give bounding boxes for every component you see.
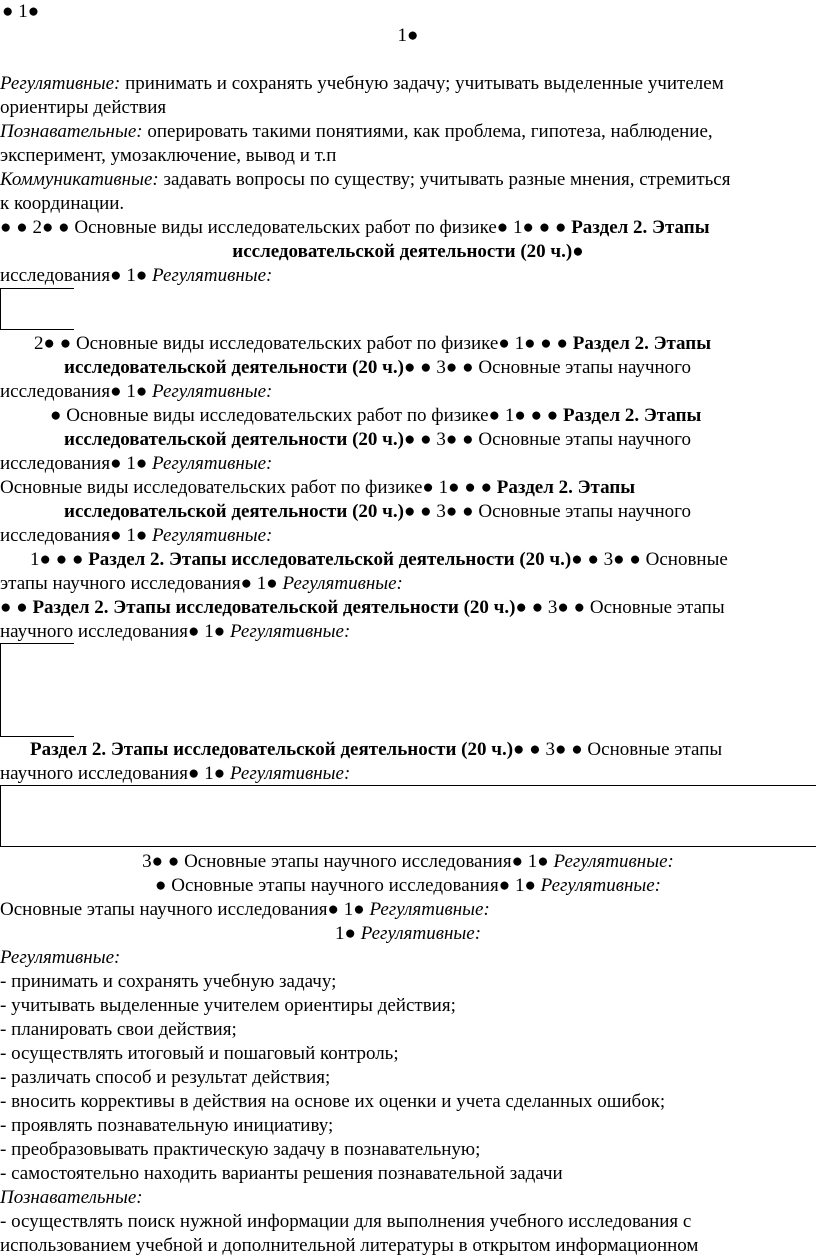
text-segment: ориентиры действия xyxy=(0,97,167,118)
section-heading: Раздел 2. Этапы xyxy=(496,477,636,498)
text-line xyxy=(64,428,816,452)
text-segment: ● ● 3● ● Основные этапы научного xyxy=(403,429,692,450)
text-segment: эксперимент, умозаключение, вывод и т.п xyxy=(0,145,337,166)
text-line xyxy=(50,404,816,428)
section-label: Регулятивные: xyxy=(369,899,490,920)
section-label: Регулятивные: xyxy=(540,875,661,896)
text-segment: ● 1● xyxy=(2,1,40,22)
section-label: Регулятивные: xyxy=(0,73,121,94)
text-segment: - самостоятельно находить варианты решения познавательной задачи xyxy=(0,1163,563,1184)
text-line xyxy=(0,452,816,476)
text-segment: этапы научного исследования● 1● xyxy=(0,573,283,594)
section-heading: исследовательской деятельности (20 ч.) xyxy=(64,429,404,450)
text-segment: ● Основные этапы научного исследования● 1● xyxy=(155,875,541,896)
text-segment: принимать и сохранять учебную задачу; учитывать выделенные учителем xyxy=(120,73,724,94)
text-segment: ● ● 3● ● Основные этапы научного xyxy=(403,357,692,378)
text-segment: Основные виды исследовательских работ по физике● 1● ● ● xyxy=(0,477,497,498)
text-segment: 1● xyxy=(397,25,419,46)
text-segment: ● ● 3● ● Основные xyxy=(571,549,728,570)
text-line xyxy=(0,850,816,874)
text-segment: - осуществлять поиск нужной информации для выполнения учебного исследования с xyxy=(0,1211,692,1232)
text-segment: исследования● 1● xyxy=(0,525,153,546)
text-line xyxy=(64,500,816,524)
text-line xyxy=(0,1210,816,1234)
text-segment: ● ● xyxy=(0,597,33,618)
text-line xyxy=(30,738,816,762)
section-heading: Раздел 2. Этапы xyxy=(563,405,702,426)
text-line xyxy=(0,216,816,240)
text-line xyxy=(0,922,816,946)
text-segment: - принимать и сохранять учебную задачу; xyxy=(0,971,337,992)
section-label: Регулятивные: xyxy=(152,381,273,402)
text-line xyxy=(2,0,816,24)
text-segment: исследования● 1● xyxy=(0,453,153,474)
text-line xyxy=(0,264,816,288)
text-line xyxy=(0,762,816,786)
text-line xyxy=(0,240,816,264)
text-segment: 1● xyxy=(334,923,361,944)
text-segment: исследования● 1● xyxy=(0,381,153,402)
text-line xyxy=(0,1162,816,1186)
text-segment: использованием учебной и дополнительной литературы в открытом информационном xyxy=(0,1235,699,1256)
text-segment: 1● ● ● xyxy=(30,549,89,570)
section-label: Регулятивные: xyxy=(0,947,121,968)
text-line xyxy=(0,144,816,168)
text-line xyxy=(0,898,816,922)
text-segment: научного исследования● 1● xyxy=(0,763,230,784)
text-segment: исследования● 1● xyxy=(0,265,153,286)
section-label: Регулятивные: xyxy=(152,453,273,474)
text-line xyxy=(0,120,816,144)
text-line xyxy=(30,548,816,572)
text-line xyxy=(0,1114,816,1138)
text-segment: 2● ● Основные виды исследовательских работ по физике● 1● ● ● xyxy=(34,333,573,354)
section-heading: Раздел 2. Этапы xyxy=(571,217,710,238)
text-line xyxy=(0,572,816,596)
section-label: Регулятивные: xyxy=(152,525,273,546)
text-segment: ● Основные виды исследовательских работ по физике● 1● ● ● xyxy=(50,405,564,426)
section-heading: исследовательской деятельности (20 ч.) xyxy=(64,501,404,522)
section-label: Коммуникативные: xyxy=(0,169,159,190)
text-segment: к координации. xyxy=(0,193,125,214)
text-line xyxy=(0,946,816,970)
section-heading: Раздел 2. Этапы исследовательской деятельности (20 ч.) xyxy=(30,739,514,760)
section-label: Познавательные: xyxy=(0,1187,143,1208)
empty-table-cell xyxy=(0,288,74,330)
text-line xyxy=(0,1042,816,1066)
text-segment: - преобразовывать практическую задачу в познавательную; xyxy=(0,1139,481,1160)
section-heading: исследовательской деятельности (20 ч.) xyxy=(232,241,573,262)
text-line xyxy=(0,524,816,548)
empty-table-cell xyxy=(0,643,74,737)
section-label: Регулятивные: xyxy=(229,763,351,784)
text-segment: Основные этапы научного исследования● 1● xyxy=(0,899,370,920)
section-heading: Раздел 2. Этапы исследовательской деятельности (20 ч.) xyxy=(32,597,516,618)
text-line xyxy=(0,72,816,96)
text-segment: - осуществлять итоговый и пошаговый контроль; xyxy=(0,1043,399,1064)
text-line xyxy=(0,620,816,644)
text-segment: ● ● 3● ● Основные этапы xyxy=(515,597,725,618)
text-segment: научного исследования● 1● xyxy=(0,621,230,642)
text-segment: 3● ● Основные этапы научного исследования● 1● xyxy=(142,851,554,872)
text-line xyxy=(0,1090,816,1114)
text-line xyxy=(0,596,816,620)
section-heading: Раздел 2. Этапы xyxy=(572,333,712,354)
text-line xyxy=(0,1018,816,1042)
text-line xyxy=(0,1234,816,1258)
text-line xyxy=(0,1138,816,1162)
text-line xyxy=(0,1186,816,1210)
empty-table-cell xyxy=(0,785,816,847)
text-segment: - различать способ и результат действия; xyxy=(0,1067,331,1088)
section-label: Регулятивные: xyxy=(553,851,674,872)
text-line xyxy=(0,24,816,48)
text-line xyxy=(0,380,816,404)
text-segment: - проявлять познавательную инициативу; xyxy=(0,1115,334,1136)
text-line xyxy=(0,994,816,1018)
text-segment: ● ● 2● ● Основные виды исследовательских работ по физике● 1● ● ● xyxy=(0,217,572,238)
text-line xyxy=(64,356,816,380)
text-line xyxy=(34,332,816,356)
text-segment: задавать вопросы по существу; учитывать разные мнения, стремиться xyxy=(158,169,731,190)
text-line xyxy=(0,168,816,192)
text-segment: ● xyxy=(572,241,584,262)
text-line xyxy=(0,476,816,500)
text-segment: - планировать свои действия; xyxy=(0,1019,237,1040)
section-heading: исследовательской деятельности (20 ч.) xyxy=(64,357,404,378)
text-line xyxy=(0,970,816,994)
text-line xyxy=(0,1066,816,1090)
text-segment: ● ● 3● ● Основные этапы научного xyxy=(403,501,692,522)
text-segment: - учитывать выделенные учителем ориентиры действия; xyxy=(0,995,456,1016)
text-segment: - вносить коррективы в действия на основе их оценки и учета сделанных ошибок; xyxy=(0,1091,666,1112)
text-line xyxy=(0,874,816,898)
text-segment: оперировать такими понятиями, как проблема, гипотеза, наблюдение, xyxy=(142,121,713,142)
section-label: Регулятивные: xyxy=(152,265,273,286)
section-label: Познавательные: xyxy=(0,121,143,142)
section-heading: Раздел 2. Этапы исследовательской деятельности (20 ч.) xyxy=(88,549,572,570)
text-line xyxy=(0,192,816,216)
text-segment: ● ● 3● ● Основные этапы xyxy=(513,739,723,760)
section-label: Регулятивные: xyxy=(282,573,403,594)
section-label: Регулятивные: xyxy=(229,621,351,642)
section-label: Регулятивные: xyxy=(360,923,482,944)
text-line xyxy=(0,96,816,120)
